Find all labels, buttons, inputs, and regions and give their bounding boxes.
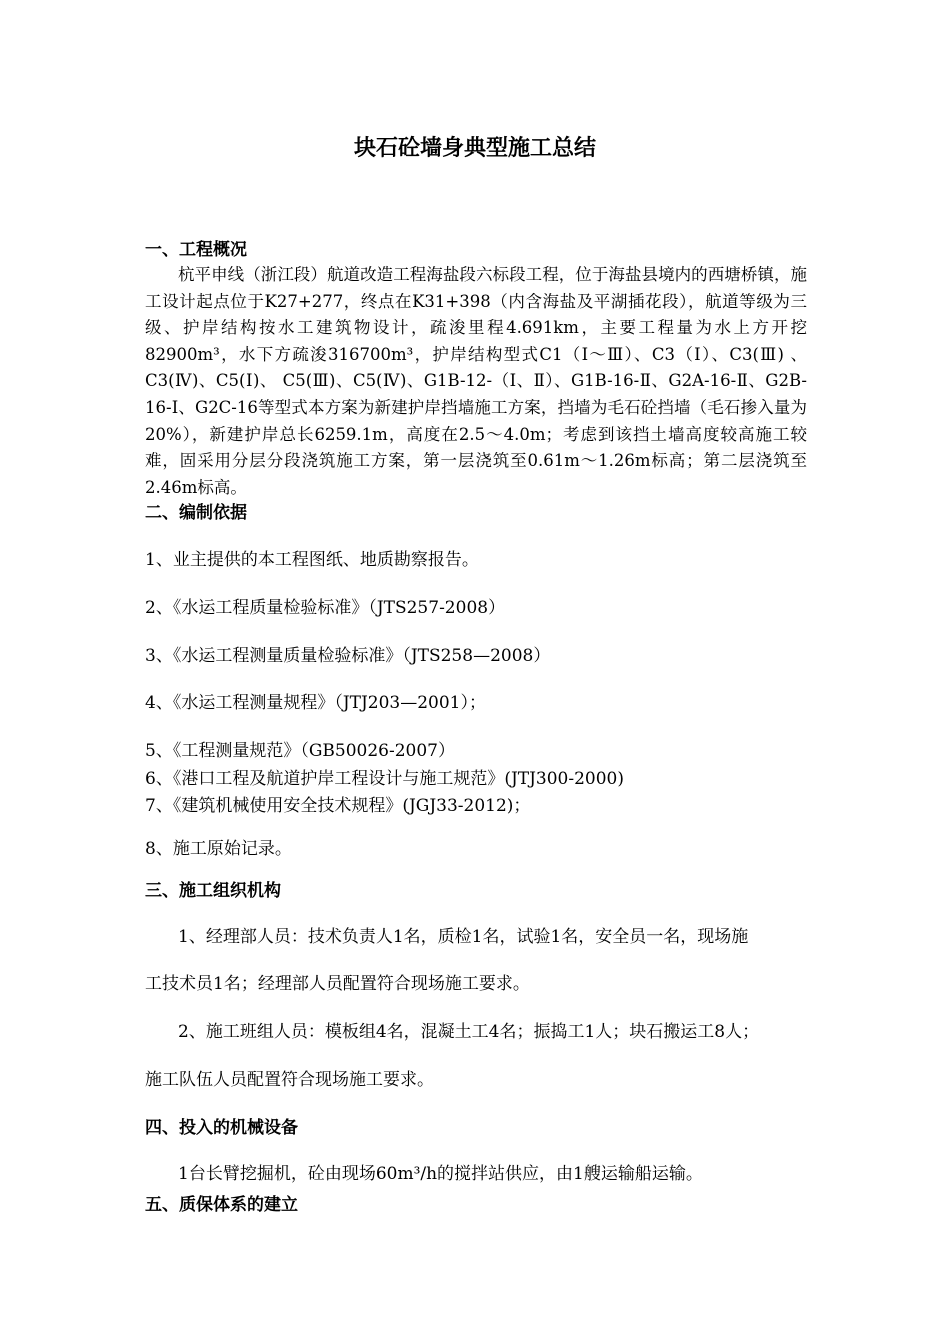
section-1-body: 杭平申线（浙江段）航道改造工程海盐段六标段工程，位于海盐县境内的西塘桥镇，施工设计起点位于K27+277，终点在K31+398（内含海盐及平湖插花段），航道等级为三级、护岸结构按水工建筑物设计，疏浚里程4.691km，主要工程量为水上方开挖82900m³，水下方疏浚316700m³，护岸结构型式C1（Ⅰ～Ⅲ）、C3（Ⅰ）、C3(Ⅲ) 、C3(Ⅳ)、C5(Ⅰ)、 C5(Ⅲ)、C5(Ⅳ)、G1B-12-（Ⅰ、Ⅱ）、G1B-16-Ⅱ、G2A-16-Ⅱ、G2B-16-Ⅰ、G2C-16等型式本方案为新建护岸挡墙施工方案，挡墙为毛石砼挡墙（毛石掺入量为20%），新建护岸总长6259.1m，高度在2.5～4.0m；考虑到该挡土墙高度较高施工较难，固采用分层分段浇筑施工方案，第一层浇筑至0.61m～1.26m标高；第二层浇筑至2.46m标高。 bbox=[145, 265, 807, 497]
org-paragraph-2-line-2: 施工队伍人员配置符合现场施工要求。 bbox=[145, 1070, 434, 1090]
basis-item-1: 1、业主提供的本工程图纸、地质勘察报告。 bbox=[145, 550, 479, 570]
basis-item-4: 4、《水运工程测量规程》（JTJ203—2001）； bbox=[145, 693, 486, 713]
org-paragraph-1-line-2: 工技术员1名；经理部人员配置符合现场施工要求。 bbox=[145, 974, 530, 994]
equipment-paragraph: 1台长臂挖掘机，砼由现场60m³/h的搅拌站供应，由1艘运输船运输。 bbox=[178, 1164, 703, 1184]
section-5-heading: 五、质保体系的建立 bbox=[145, 1195, 298, 1215]
org-paragraph-1-line-1: 1、经理部人员：技术负责人1名，质检1名，试验1名，安全员一名，现场施 bbox=[178, 927, 749, 947]
section-3-heading: 三、施工组织机构 bbox=[145, 881, 281, 901]
org-paragraph-2-line-1: 2、施工班组人员：模板组4名，混凝土工4名；振捣工1人；块石搬运工8人； bbox=[178, 1022, 760, 1042]
basis-item-6: 6、《港口工程及航道护岸工程设计与施工规范》(JTJ300-2000) bbox=[145, 769, 625, 789]
section-1-heading: 一、工程概况 bbox=[145, 240, 247, 260]
section-4-heading: 四、投入的机械设备 bbox=[145, 1118, 298, 1138]
section-2-heading: 二、编制依据 bbox=[145, 503, 247, 523]
basis-item-7: 7、《建筑机械使用安全技术规程》(JGJ33-2012)； bbox=[145, 796, 531, 816]
basis-item-5: 5、《工程测量规范》（GB50026-2007） bbox=[145, 741, 455, 761]
basis-item-8: 8、施工原始记录。 bbox=[145, 839, 292, 859]
basis-item-2: 2、《水运工程质量检验标准》（JTS257-2008） bbox=[145, 598, 506, 618]
document-title: 块石砼墙身典型施工总结 bbox=[353, 136, 596, 161]
basis-item-3: 3、《水运工程测量质量检验标准》（JTS258—2008） bbox=[145, 646, 551, 666]
